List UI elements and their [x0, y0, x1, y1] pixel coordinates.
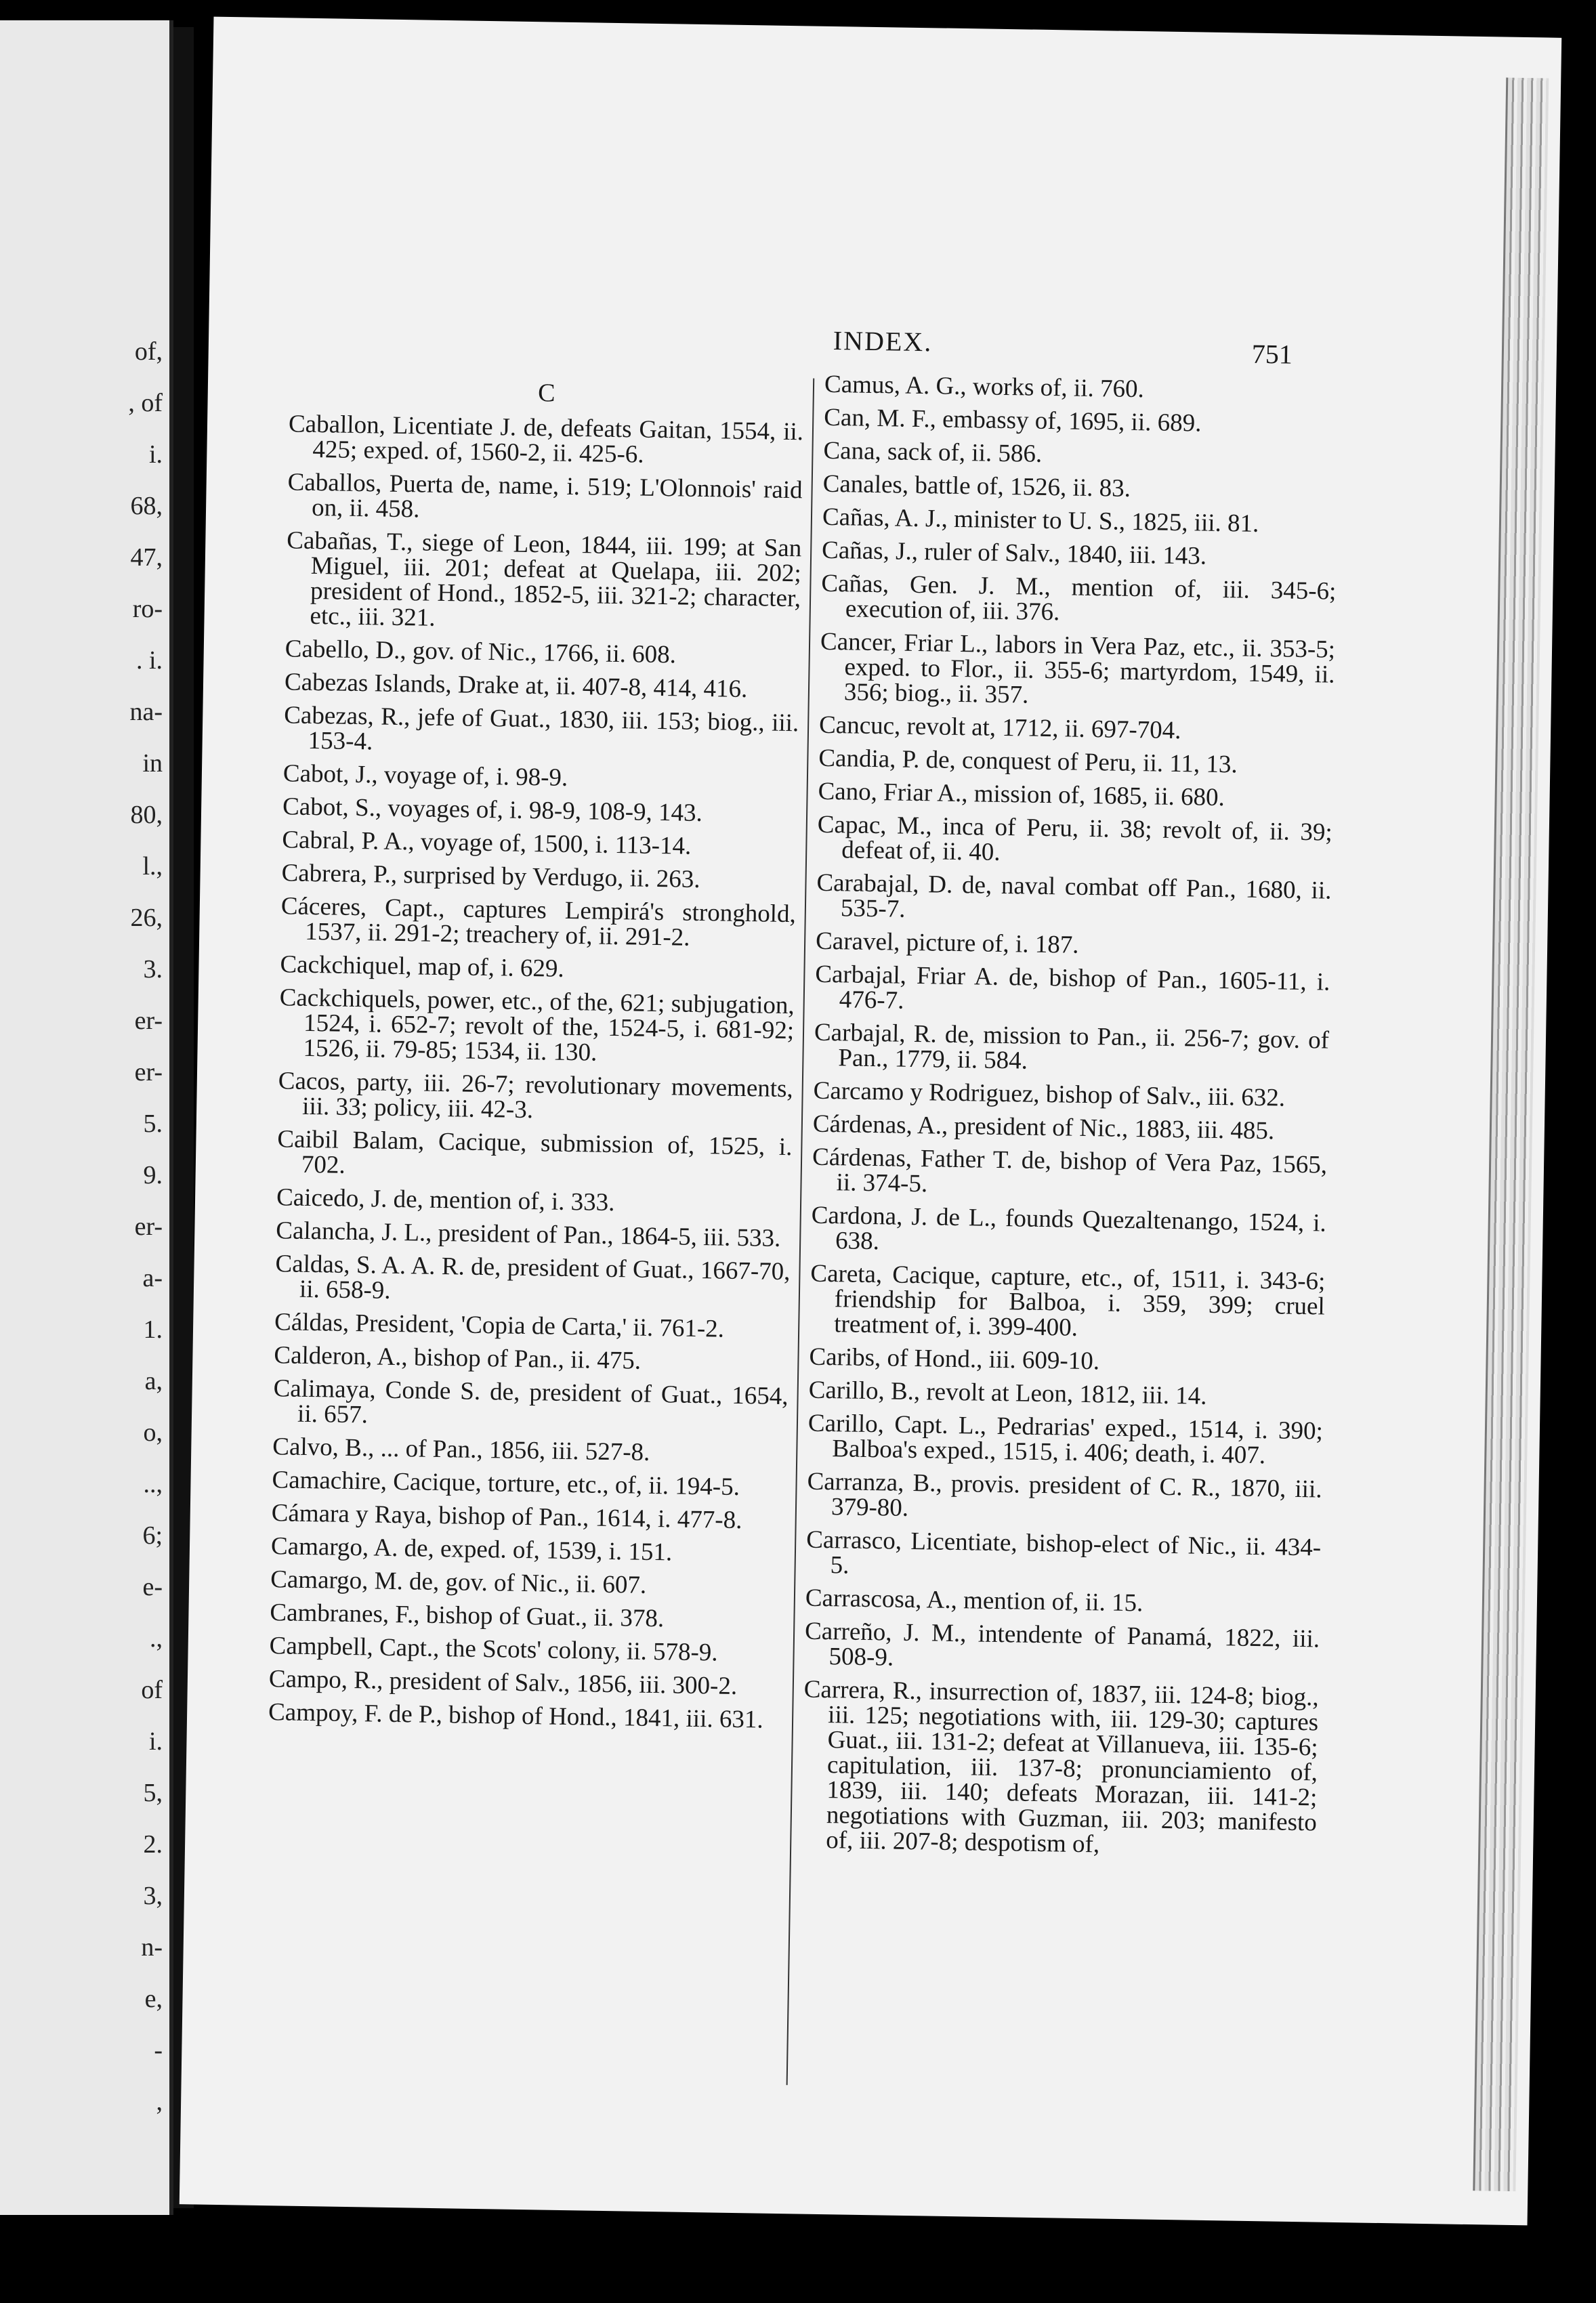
- index-entry: Caicedo, J. de, mention of, i. 333.: [276, 1183, 615, 1217]
- index-entry: Cackchiquels, power, etc., of the, 621; subjugation, 1524, i. 652-7; revolt of the, 1524-5, i. 681-92; 1526, ii. 79-85; 1534, ii. 130.: [279, 984, 795, 1067]
- index-entry: Carillo, Capt. L., Pedrarias' exped., 1514, i. 390; Balboa's exped., 1515, i. 406; death, i. 407.: [807, 1409, 1324, 1470]
- previous-page-fragment: 80,: [130, 801, 163, 829]
- previous-page-fragment: a,: [144, 1367, 163, 1395]
- previous-page-fragment: e,: [144, 1985, 163, 2013]
- index-entry: Caravel, picture of, i. 187.: [815, 927, 1079, 959]
- index-entry: Cárdenas, A., president of Nic., 1883, iii. 485.: [812, 1110, 1275, 1145]
- index-entry: Carillo, B., revolt at Leon, 1812, iii. 14.: [808, 1376, 1207, 1410]
- index-entry: Campoy, F. de P., bishop of Hond., 1841, iii. 631.: [268, 1698, 763, 1734]
- previous-page-fragment: ,: [156, 2088, 163, 2116]
- index-entry: Carabajal, D. de, naval combat off Pan., 1680, ii. 535-7.: [816, 868, 1332, 923]
- previous-page-fragment: 9.: [143, 1161, 163, 1189]
- previous-page-fragment: 47,: [130, 543, 163, 572]
- index-entry: Calancha, J. L., president of Pan., 1864-5, iii. 533.: [276, 1217, 781, 1252]
- previous-page-fragment: i.: [148, 1727, 163, 1756]
- previous-page-fragment: of: [141, 1676, 163, 1704]
- index-entry: Cackchiquel, map of, i. 629.: [280, 950, 565, 983]
- previous-page-fragment: 1.: [143, 1315, 163, 1344]
- index-entry: Carcamo y Rodriguez, bishop of Salv., iii. 632.: [813, 1076, 1286, 1112]
- previous-page-fragment: ro-: [132, 595, 163, 623]
- index-entry: Camargo, M. de, gov. of Nic., ii. 607.: [270, 1565, 647, 1599]
- index-entry: Camus, A. G., works of, ii. 760.: [824, 370, 1145, 404]
- index-entry: Can, M. F., embassy of, 1695, ii. 689.: [823, 403, 1202, 438]
- previous-page-fragment: 5,: [143, 1779, 163, 1807]
- index-entry: Cabañas, T., siege of Leon, 1844, iii. 199; at San Miguel, iii. 201; defeat at Quelapa, iii. 202; president of Hond., 1852-5, iii. 321-2; character, etc., iii. 321.: [287, 526, 802, 632]
- previous-page-fragment: in: [142, 749, 163, 778]
- index-entry: Cárdenas, Father T. de, bishop of Vera Paz, 1565, ii. 374-5.: [812, 1143, 1328, 1198]
- running-head: INDEX.: [833, 324, 933, 358]
- index-entry: Cabezas Islands, Drake at, ii. 407-8, 414, 416.: [284, 668, 748, 704]
- previous-page-fragment: 6;: [142, 1521, 163, 1550]
- index-entry: Cabello, D., gov. of Nic., 1766, ii. 608.: [285, 635, 677, 669]
- index-entry: Candia, P. de, conquest of Peru, ii. 11, 13.: [818, 744, 1238, 779]
- index-entry: Careta, Cacique, capture, etc., of, 1511, i. 343-6; friendship for Balboa, i. 359, 399; cruel treatment of, i. 399-400.: [810, 1259, 1326, 1342]
- index-entry: Capac, M., inca of Peru, ii. 38; revolt of, ii. 39; defeat of, ii. 40.: [817, 810, 1333, 866]
- index-entry: Cana, sack of, ii. 586.: [823, 436, 1043, 468]
- index-entry: Cámara y Raya, bishop of Pan., 1614, i. 477-8.: [271, 1499, 742, 1535]
- index-entry: Calderon, A., bishop of Pan., ii. 475.: [274, 1341, 642, 1375]
- index-entry: Carrera, R., insurrection of, 1837, iii. 124-8; biog., iii. 125; negotiations with, iii. 129-30; captures Guat., iii. 131-2; defeat at Villanueva, iii. 135-6; capitulation, iii. 137-8; pronunciamiento of, 1839, iii. 140; defeats Morazan, iii. 141-2; negotiations with Guzman, iii. 203; manifesto of, iii. 207-8; despotism of,: [803, 1675, 1320, 1859]
- index-entry: Calimaya, Conde S. de, president of Guat., 1654, ii. 657.: [273, 1374, 789, 1429]
- previous-page: [0, 20, 173, 2215]
- previous-page-fragment: a-: [142, 1264, 163, 1292]
- index-entry: Carrascosa, A., mention of, ii. 15.: [805, 1584, 1143, 1618]
- index-entry: Caribs, of Hond., iii. 609-10.: [809, 1343, 1100, 1376]
- index-entry: Canales, battle of, 1526, ii. 83.: [822, 469, 1131, 503]
- previous-page-fragment: er-: [134, 1212, 163, 1241]
- index-entry: Cañas, J., ruler of Salv., 1840, iii. 143.: [821, 536, 1207, 570]
- index-entry: Campbell, Capt., the Scots' colony, ii. 578-9.: [269, 1632, 718, 1667]
- previous-page-fragment: e-: [142, 1573, 163, 1601]
- previous-page-fragment: n-: [141, 1933, 163, 1962]
- index-entry: Cabezas, R., jefe of Guat., 1830, iii. 153; biog., iii. 153-4.: [283, 701, 799, 756]
- left-entry-list: [268, 411, 803, 1733]
- previous-page-fragment: of,: [134, 337, 163, 366]
- index-entry: Carranza, B., provis. president of C. R., 1870, iii. 379-80.: [807, 1467, 1322, 1522]
- index-entry: Cáldas, President, 'Copia de Carta,' ii. 761-2.: [274, 1308, 725, 1343]
- index-entry: Cabral, P. A., voyage of, 1500, i. 113-14.: [282, 826, 692, 860]
- index-entry: Cardona, J. de L., founds Quezaltenango, 1524, i. 638.: [811, 1201, 1327, 1256]
- page-stack-edge: [1473, 78, 1549, 2192]
- previous-page-fragment: er-: [134, 1058, 163, 1086]
- previous-page-fragment: 26,: [130, 904, 163, 932]
- previous-page-fragment: 3.: [143, 955, 163, 984]
- index-entry: Cañas, A. J., minister to U. S., 1825, iii. 81.: [822, 503, 1259, 538]
- index-entry: Carbajal, Friar A. de, bishop of Pan., 1605-11, i. 476-7.: [815, 960, 1330, 1015]
- previous-page-fragment: er-: [134, 1007, 163, 1035]
- index-entry: Cáceres, Capt., captures Lempirá's stronghold, 1537, ii. 291-2; treachery of, ii. 291-2.: [280, 892, 797, 952]
- index-entry: Cabrera, P., surprised by Verdugo, ii. 263.: [281, 859, 700, 894]
- index-entry: Cancuc, revolt at, 1712, ii. 697-704.: [818, 711, 1181, 745]
- index-page: [180, 17, 1561, 2226]
- previous-page-fragment: 5.: [143, 1110, 163, 1138]
- previous-page-fragment: l.,: [142, 852, 163, 881]
- index-entry: Cacos, party, iii. 26-7; revolutionary movements, iii. 33; policy, iii. 42-3.: [278, 1067, 794, 1124]
- index-entry: Camachire, Cacique, torture, etc., of, ii. 194-5.: [272, 1466, 740, 1502]
- section-letter: C: [537, 379, 555, 408]
- previous-page-fragment: ..,: [143, 1470, 163, 1498]
- index-entry: Cano, Friar A., mission of, 1685, ii. 680.: [818, 777, 1225, 812]
- index-entry: Caibil Balam, Cacique, submission of, 1525, i. 702.: [277, 1125, 793, 1179]
- previous-page-fragment: 68,: [130, 492, 163, 520]
- index-entry: Cabot, J., voyage of, i. 98-9.: [282, 759, 568, 792]
- index-entry: Carreño, J. M., intendente of Panamá, 1822, iii. 508-9.: [804, 1617, 1320, 1672]
- previous-page-fragment: o,: [143, 1418, 163, 1447]
- index-entry: Cancer, Friar L., labors in Vera Paz, etc., ii. 353-5; exped. to Flor., ii. 355-6; martyrdom, 1549, ii. 356; biog., ii. 357.: [820, 627, 1336, 709]
- previous-page-fragment: 3,: [143, 1882, 163, 1910]
- index-entry: Caldas, S. A. A. R. de, president of Guat., 1667-70, ii. 658-9.: [275, 1250, 791, 1305]
- index-entry: Cambranes, F., bishop of Guat., ii. 378.: [270, 1599, 665, 1633]
- previous-page-fragment: .,: [150, 1624, 163, 1653]
- index-entry: Camargo, A. de, exped. of, 1539, i. 151.: [270, 1532, 673, 1567]
- previous-page-fragment: . i.: [135, 646, 163, 675]
- index-entry: Carbajal, R. de, mission to Pan., ii. 256-7; gov. of Pan., 1779, ii. 584.: [814, 1018, 1330, 1075]
- index-entry: Campo, R., president of Salv., 1856, iii. 300-2.: [268, 1665, 738, 1701]
- index-entry: Carrasco, Licentiate, bishop-elect of Nic., ii. 434-5.: [805, 1525, 1322, 1580]
- index-entry: Caballos, Puerta de, name, i. 519; L'Olonnois' raid on, ii. 458.: [287, 468, 803, 524]
- right-entry-list: [801, 372, 1339, 1861]
- index-entry: Caballon, Licentiate J. de, defeats Gaitan, 1554, ii. 425; exped. of, 1560-2, ii. 425-6.: [288, 410, 804, 469]
- index-entry: Cañas, Gen. J. M., mention of, iii. 345-6; execution of, iii. 376.: [821, 569, 1337, 627]
- previous-page-fragment: na-: [129, 698, 163, 726]
- previous-page-fragment: 2.: [143, 1830, 163, 1859]
- right-column: [801, 372, 1339, 1869]
- previous-page-fragment: , of: [128, 389, 163, 417]
- left-column: [268, 377, 804, 1741]
- index-entry: Cabot, S., voyages of, i. 98-9, 108-9, 143.: [282, 793, 703, 828]
- index-entry: Calvo, B., ... of Pan., 1856, iii. 527-8.: [272, 1433, 650, 1466]
- page-number: 751: [1251, 338, 1293, 370]
- previous-page-fragment: i.: [148, 440, 163, 469]
- previous-page-fragment: -: [154, 2036, 163, 2065]
